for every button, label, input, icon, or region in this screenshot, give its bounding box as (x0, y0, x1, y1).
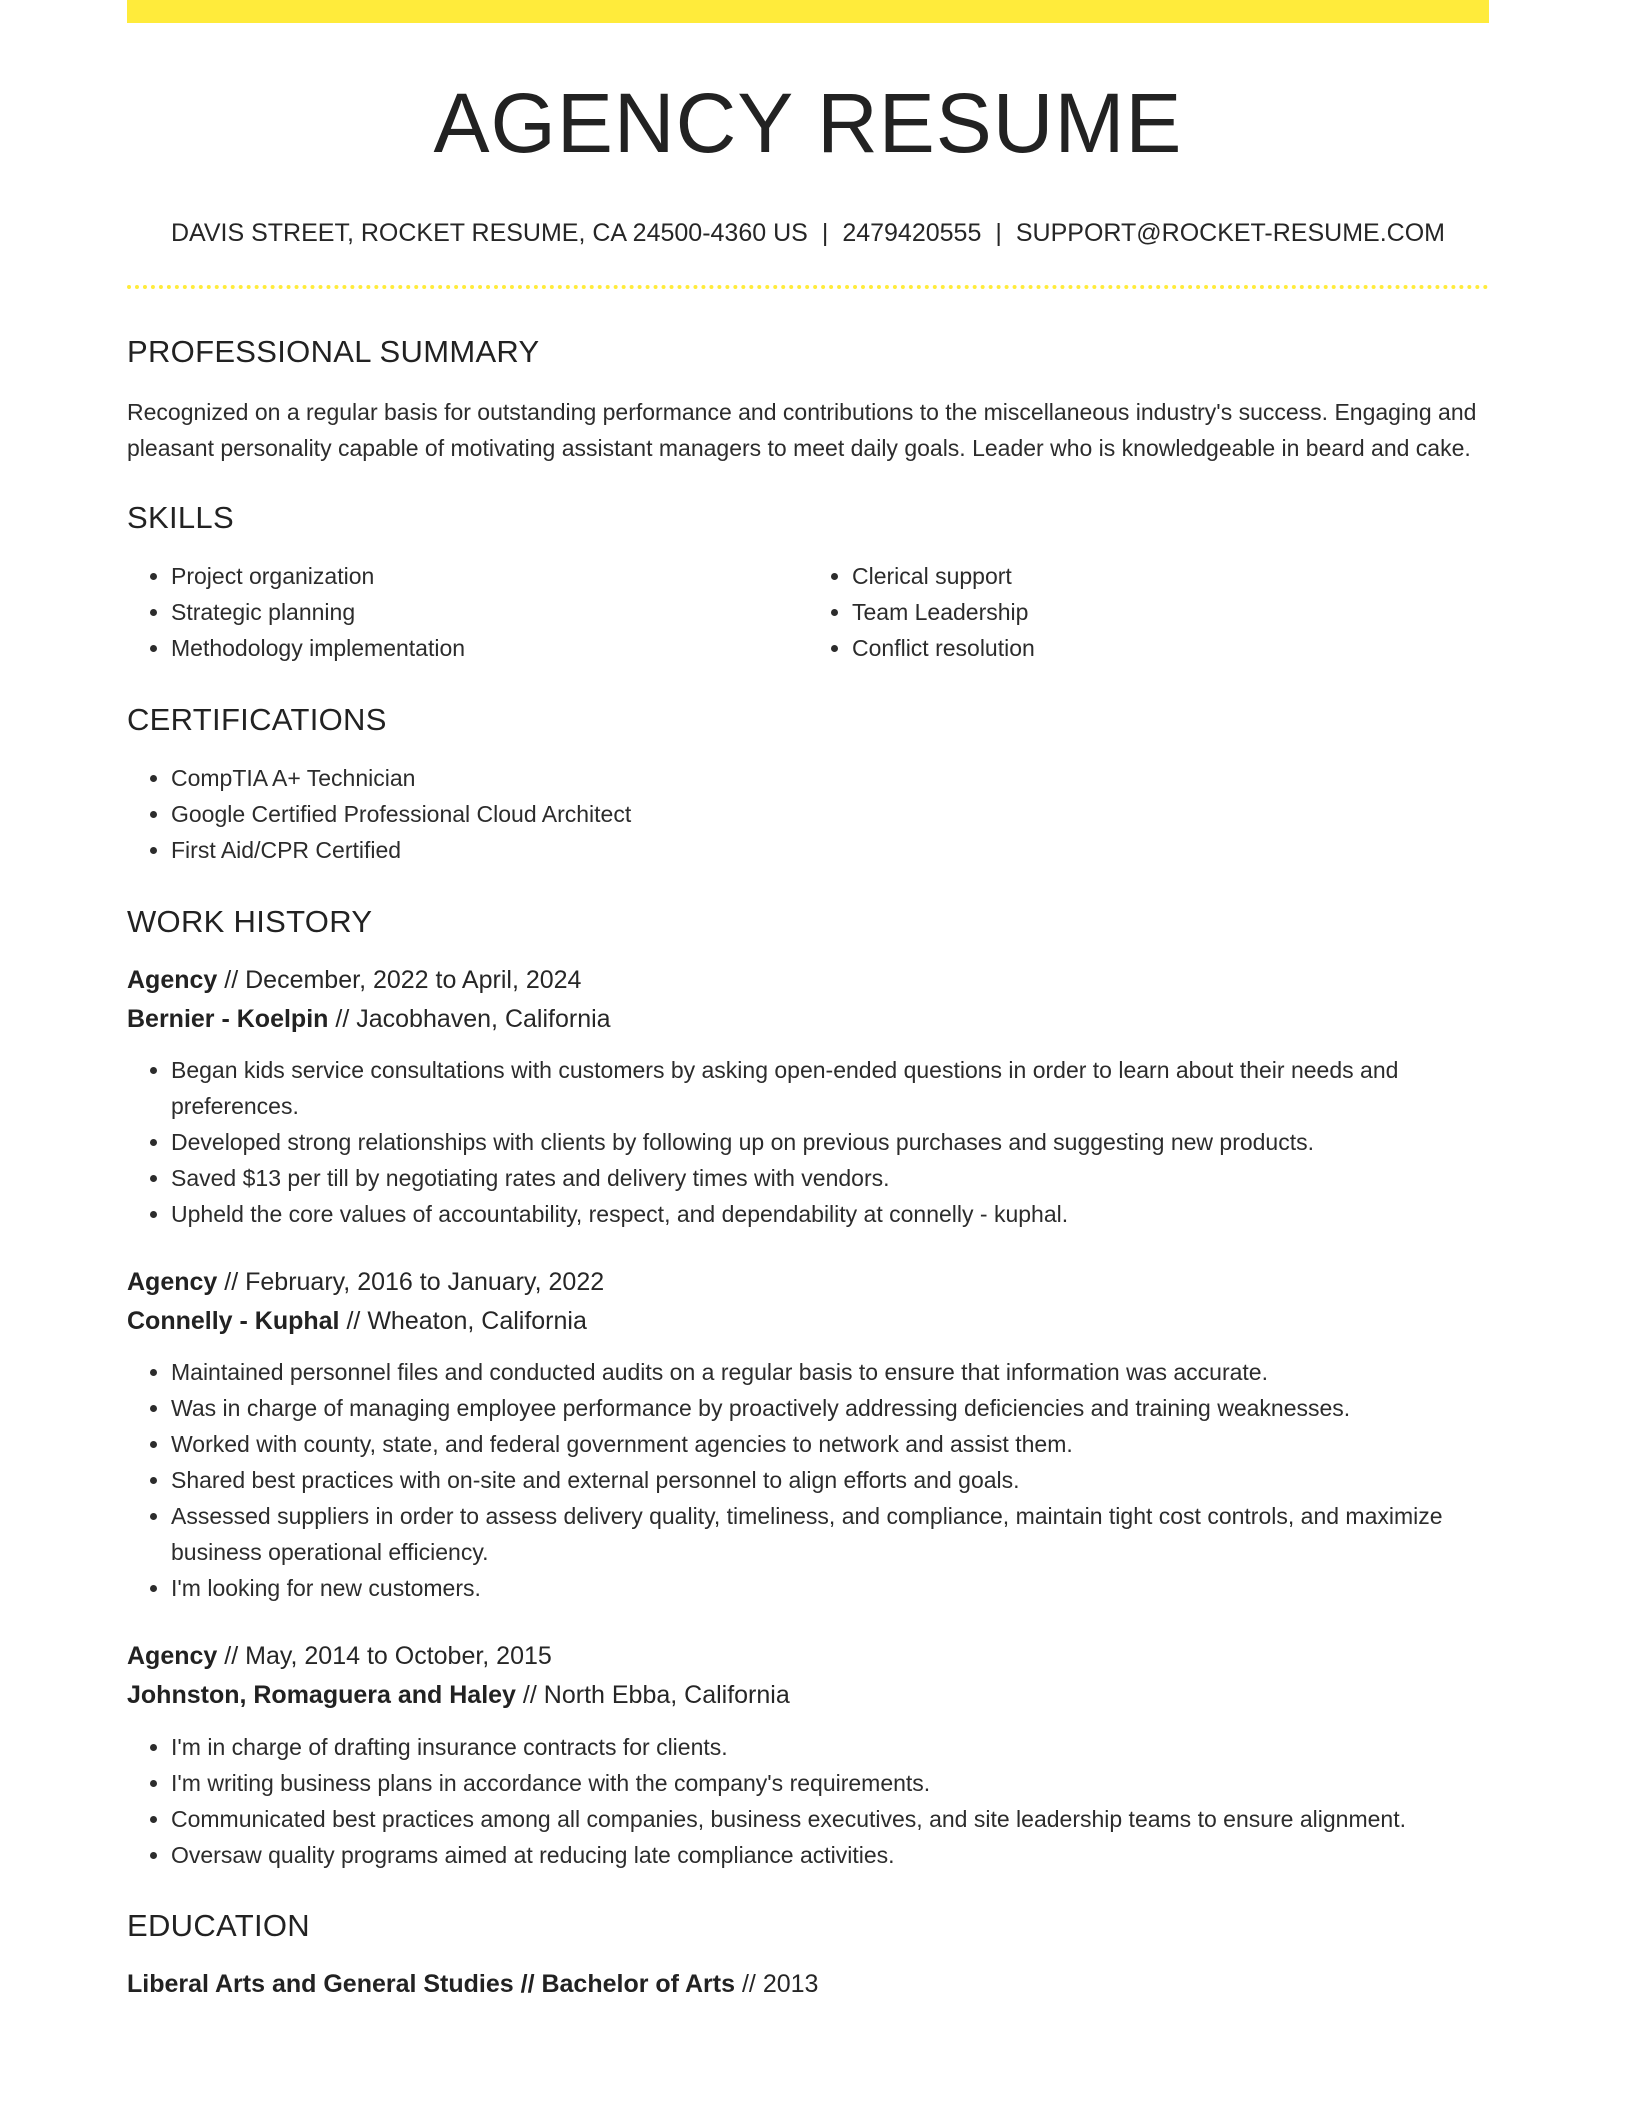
skill-item: • Clerical support (852, 558, 1489, 594)
skills-column-right (808, 558, 1489, 666)
skill-item: • Strategic planning (171, 594, 808, 630)
skill-item: • Conflict resolution (852, 630, 1489, 666)
skill-item: • Team Leadership (852, 594, 1489, 630)
job-dates: May, 2014 to October, 2015 (245, 1642, 552, 1670)
job-divider: // (335, 1005, 350, 1033)
skills-column-left (127, 558, 808, 666)
dotted-divider (127, 285, 1489, 289)
job-company-line (127, 1676, 1489, 1715)
job-bullet: • I'm looking for new customers. (171, 1570, 1489, 1606)
job-bullet: • Saved $13 per till by negotiating rates and delivery times with vendors. (171, 1160, 1489, 1196)
contact-address: DAVIS STREET, ROCKET RESUME, CA 24500-4360 US (171, 219, 808, 247)
contact-phone: 2479420555 (842, 219, 982, 247)
skill-item: • Methodology implementation (171, 630, 808, 666)
job-bullet: • Developed strong relationships with clients by following up on previous purchases and suggesting new products. (171, 1124, 1489, 1160)
job-location: North Ebba, California (543, 1681, 790, 1709)
job-bullets (127, 1354, 1489, 1606)
job-entry (127, 961, 1489, 1232)
job-bullets (127, 1052, 1489, 1232)
job-location: Wheaton, California (367, 1307, 587, 1335)
job-dates: February, 2016 to January, 2022 (245, 1268, 605, 1296)
section-title-work-history: WORK HISTORY (127, 904, 373, 939)
job-divider: // (224, 1642, 239, 1670)
job-bullet: • Oversaw quality programs aimed at reducing late compliance activities. (171, 1837, 1489, 1873)
job-role: Agency (127, 1268, 218, 1296)
job-bullet: • Began kids service consultations with customers by asking open-ended questions in order to learn about their needs and preferences. (171, 1052, 1489, 1124)
resume-page (127, 0, 1489, 2004)
job-company-line (127, 1000, 1489, 1039)
section-title-education: EDUCATION (127, 1908, 310, 1943)
job-company: Johnston, Romaguera and Haley (127, 1681, 516, 1709)
job-bullet: • I'm writing business plans in accordance with the company's requirements. (171, 1765, 1489, 1801)
section-title-certifications: CERTIFICATIONS (127, 702, 387, 737)
skill-item: • Project organization (171, 558, 808, 594)
job-divider: // (224, 966, 239, 994)
job-entry (127, 1637, 1489, 1873)
contact-separator: | (995, 219, 1002, 247)
job-divider: // (522, 1681, 537, 1709)
skills-list (127, 558, 1489, 666)
summary-text: Recognized on a regular basis for outstanding performance and contributions to the miscellaneous industry's success. Engaging and pleasant personality capable of motivating assistant managers to meet daily goals. Leader who is knowledgeable in beard and cake. (127, 399, 1477, 461)
accent-top-bar (127, 0, 1489, 23)
job-role-line (127, 961, 1489, 1000)
certification-item: • First Aid/CPR Certified (171, 832, 1489, 868)
contact-line (127, 221, 1489, 246)
education-year: 2013 (762, 1970, 819, 1998)
education-degree: Liberal Arts and General Studies // Bachelor of Arts (127, 1970, 736, 1998)
section-title-summary: PROFESSIONAL SUMMARY (127, 334, 540, 369)
education-line (127, 1965, 1489, 2004)
resume-name: AGENCY RESUME (433, 76, 1183, 170)
certification-item: • CompTIA A+ Technician (171, 760, 1489, 796)
section-title-skills: SKILLS (127, 500, 234, 535)
job-location: Jacobhaven, California (356, 1005, 611, 1033)
job-dates: December, 2022 to April, 2024 (245, 966, 582, 994)
job-bullet: • Communicated best practices among all companies, business executives, and site leadership teams to ensure alignment. (171, 1801, 1489, 1837)
job-divider: // (224, 1268, 239, 1296)
certifications-list (127, 760, 1489, 868)
job-bullet: • Maintained personnel files and conducted audits on a regular basis to ensure that information was accurate. (171, 1354, 1489, 1390)
job-divider: // (346, 1307, 361, 1335)
job-role-line (127, 1263, 1489, 1302)
job-entry (127, 1263, 1489, 1606)
job-bullets (127, 1729, 1489, 1873)
job-company: Bernier - Koelpin (127, 1005, 329, 1033)
education-divider: // (741, 1970, 756, 1998)
job-bullet: • Worked with county, state, and federal government agencies to network and assist them. (171, 1426, 1489, 1462)
certification-item: • Google Certified Professional Cloud Architect (171, 796, 1489, 832)
job-company: Connelly - Kuphal (127, 1307, 340, 1335)
contact-email: SUPPORT@ROCKET-RESUME.COM (1015, 219, 1445, 247)
job-role-line (127, 1637, 1489, 1676)
job-bullet: • Shared best practices with on-site and external personnel to align efforts and goals. (171, 1462, 1489, 1498)
job-bullet: • Upheld the core values of accountability, respect, and dependability at connelly - kuphal. (171, 1196, 1489, 1232)
contact-separator: | (821, 219, 829, 247)
job-bullet: • Was in charge of managing employee performance by proactively addressing deficiencies and training weaknesses. (171, 1390, 1489, 1426)
job-role: Agency (127, 1642, 218, 1670)
job-company-line (127, 1302, 1489, 1341)
job-bullet: • I'm in charge of drafting insurance contracts for clients. (171, 1729, 1489, 1765)
job-role: Agency (127, 966, 218, 994)
job-bullet: • Assessed suppliers in order to assess delivery quality, timeliness, and compliance, maintain tight cost controls, and maximize business operational efficiency. (171, 1498, 1489, 1570)
